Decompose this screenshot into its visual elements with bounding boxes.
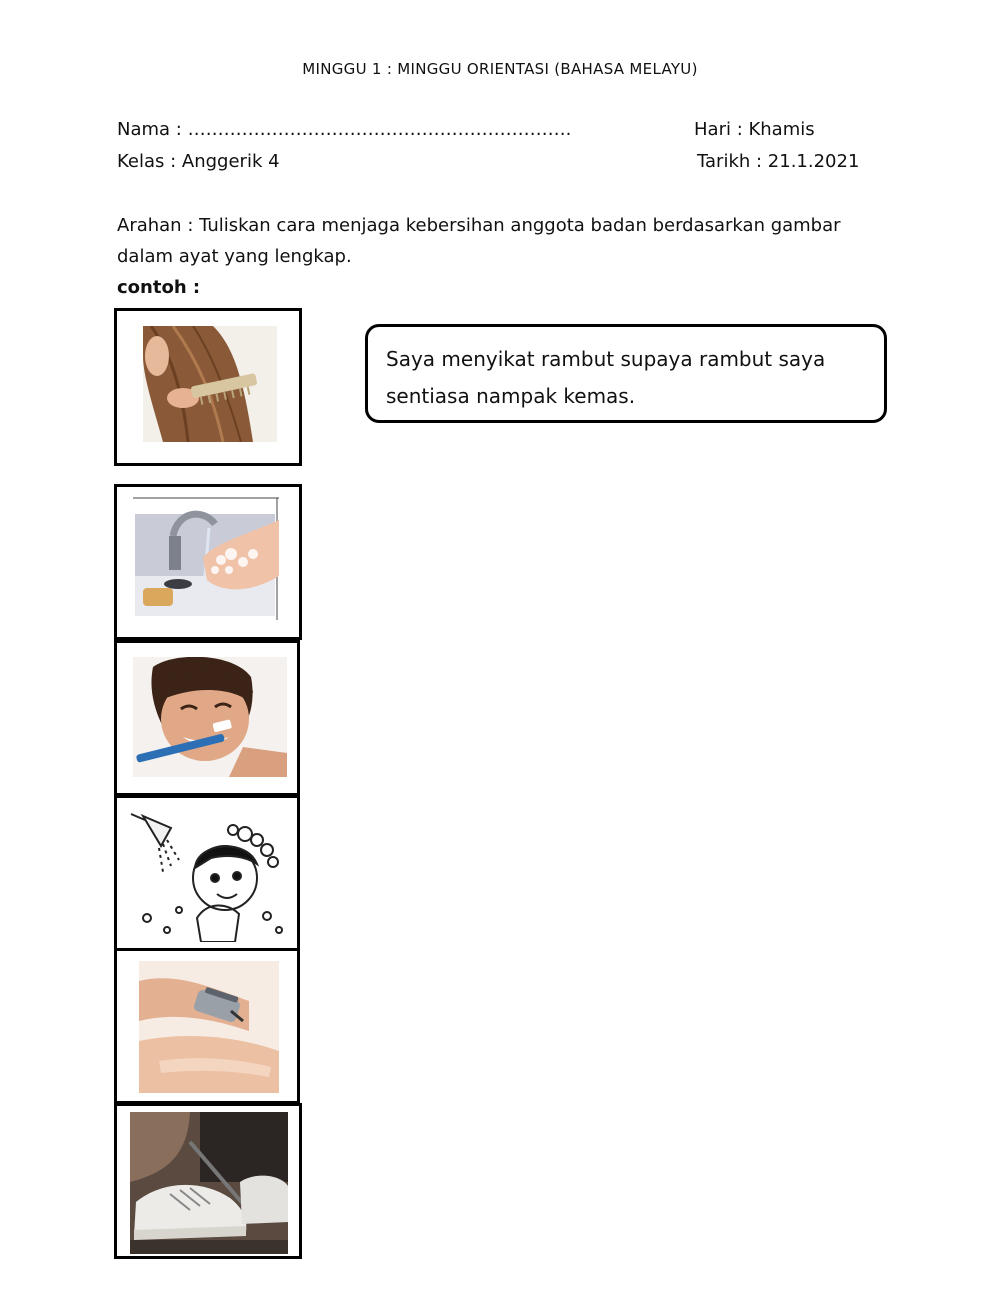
- picture-frame-shoes: [114, 1103, 302, 1259]
- showering-icon: [127, 806, 289, 942]
- example-answer-line-1: Saya menyikat rambut supaya rambut saya: [386, 347, 826, 371]
- instruction-line-2: dalam ayat yang lengkap.: [117, 246, 352, 267]
- page-title: MINGGU 1 : MINGGU ORIENTASI (BAHASA MELAYU): [302, 60, 698, 78]
- shoes-icon: [130, 1112, 288, 1254]
- tarikh-field: Tarikh : 21.1.2021: [697, 151, 860, 172]
- picture-frame-brushing-teeth: [114, 640, 300, 796]
- example-answer-line-2: sentiasa nampak kemas.: [386, 384, 636, 408]
- picture-frame-cutting-nails: [114, 948, 300, 1104]
- kelas-field: Kelas : Anggerik 4: [117, 151, 280, 172]
- hari-field: Hari : Khamis: [694, 119, 815, 140]
- washing-hands-icon: [133, 496, 279, 620]
- cutting-nails-icon: [139, 961, 279, 1093]
- example-answer-box: [365, 324, 887, 423]
- instruction-line-1: Arahan : Tuliskan cara menjaga kebersihan anggota badan berdasarkan gambar: [117, 215, 841, 236]
- example-label: contoh :: [117, 277, 201, 298]
- nama-field: Nama : ……………………………………………………….: [117, 119, 572, 140]
- picture-frame-combing-hair: [114, 308, 302, 466]
- brushing-teeth-icon: [133, 657, 287, 777]
- picture-frame-washing-hands: [114, 484, 302, 640]
- combing-hair-icon: [143, 326, 277, 442]
- picture-frame-showering: [114, 795, 300, 951]
